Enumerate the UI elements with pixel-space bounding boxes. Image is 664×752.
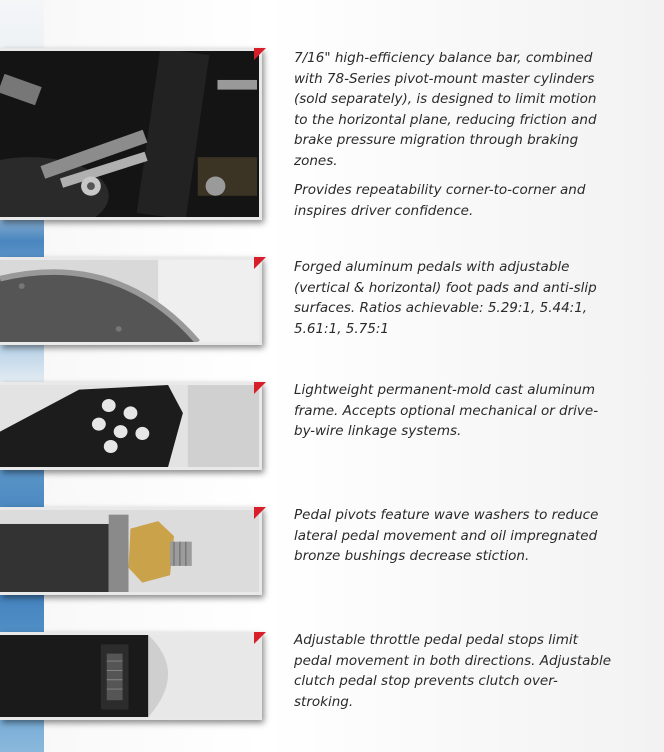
feature-paragraph: Pedal pivots feature wave washers to reduce lateral pedal movement and oil impregnated bronze bushings decrease stiction. bbox=[294, 507, 599, 564]
red-corner-marker bbox=[254, 257, 266, 269]
feature-paragraph: Adjustable throttle pedal pedal stops limit pedal movement in both directions. Adjustable clutch pedal stop prevents clutch over-stroking. bbox=[294, 632, 612, 710]
feature-text-pedal-pivots bbox=[294, 505, 612, 576]
feature-text-forged-pedals bbox=[294, 257, 612, 348]
feature-paragraph: Lightweight permanent-mold cast aluminum frame. Accepts optional mechanical or drive-by-wire linkage systems. bbox=[294, 382, 599, 439]
feature-text-pedal-stops bbox=[294, 630, 612, 721]
cast-frame-photo bbox=[0, 382, 262, 470]
red-corner-marker bbox=[254, 48, 266, 60]
feature-paragraph: 7/16" high-efficiency balance bar, combined with 78-Series pivot-mount master cylinders (sold separately), is designed to limit motion to the horizontal plane, reducing friction and brake pressure migration through braking zones. bbox=[294, 50, 597, 169]
pedal-pivot-photo bbox=[0, 507, 262, 595]
red-corner-marker bbox=[254, 382, 266, 394]
feature-paragraph: Forged aluminum pedals with adjustable (vertical & horizontal) foot pads and anti-slip surfaces. Ratios achievable: 5.29:1, 5.44:1, 5.61:1, 5.75:1 bbox=[294, 259, 597, 337]
feature-text-balance-bar bbox=[294, 48, 612, 230]
feature-text-cast-frame bbox=[294, 380, 612, 451]
pedal-stop-photo bbox=[0, 632, 262, 720]
balance-bar-photo bbox=[0, 48, 262, 220]
feature-paragraph: Provides repeatability corner-to-corner and inspires driver confidence. bbox=[294, 182, 586, 219]
red-corner-marker bbox=[254, 507, 266, 519]
forged-pedal-photo bbox=[0, 257, 262, 345]
red-corner-marker bbox=[254, 632, 266, 644]
